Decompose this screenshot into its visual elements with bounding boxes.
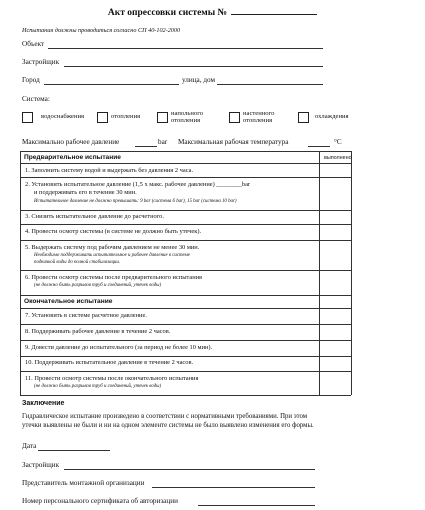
- table-row-5-note2: подкачкой воды до полной стабилизации.: [34, 260, 121, 265]
- option-cooling-label: охлаждения: [315, 113, 349, 120]
- title-text: Акт опрессовки системы №: [107, 8, 228, 18]
- table-row-2-line2: и поддерживать его в течение 30 мин.: [34, 189, 137, 196]
- date-input-line[interactable]: [38, 450, 110, 451]
- table-row-2-note: Испытательное давление не должно превышать: 9 bar (система 6 bar), 15 bar (система 10 bar): [34, 199, 237, 204]
- table-row-1: 1. Заполнить систему водой и выдержать без давления 2 часа.: [25, 167, 194, 174]
- signature-builder-line[interactable]: [64, 469, 315, 470]
- final-test-heading: Окончательное испытание: [24, 298, 113, 305]
- conclusion-heading: Заключение: [22, 400, 65, 407]
- object-input-line[interactable]: [48, 48, 323, 49]
- table-row-11: 11. Провести осмотр системы после окончательного испытания: [25, 375, 199, 382]
- checkbox-wall-heating[interactable]: [229, 112, 240, 123]
- certificate-label: Номер персонального сертификата об авторизации: [22, 497, 178, 505]
- street-label: улица, дом: [182, 76, 216, 84]
- document-title: [0, 6, 425, 18]
- object-label: Объект: [22, 40, 45, 48]
- conclusion-line-2: утечки выявлены не были и ни на одном элементе системы не было выявлено изменения его формы.: [22, 422, 314, 429]
- builder-input-line[interactable]: [64, 66, 323, 67]
- conclusion-line-1: Гидравлическое испытание произведено в соответствии с нормативными требованиями. При этом: [22, 413, 308, 420]
- city-input-line[interactable]: [44, 84, 179, 85]
- table-row-9: 9. Довести давление до испытательного (за период не более 10 мин).: [25, 344, 213, 351]
- table-row-6-note: (не должно быть разрывов труб и соединений, утечек воды): [34, 283, 162, 288]
- table-row-5: 5. Выдержать систему под рабочим давлением не менее 30 мин.: [25, 244, 200, 251]
- system-label: Система:: [22, 95, 50, 103]
- pre-test-heading: Предварительное испытание: [24, 154, 121, 161]
- checkbox-floor-heating[interactable]: [157, 112, 168, 123]
- date-label: Дата: [22, 442, 37, 450]
- certificate-input-line[interactable]: [198, 505, 315, 506]
- option-water-supply-label: водоснабжения: [41, 113, 85, 120]
- table-row-7: 7. Установить в системе расчетное давление.: [25, 312, 147, 319]
- max-pressure-input-line[interactable]: [135, 146, 157, 147]
- act-number-line[interactable]: [231, 6, 317, 15]
- installer-input-line[interactable]: [152, 487, 315, 488]
- table-row-5-note: Необходимо поддерживать испытательное и рабочее давление в системе: [34, 253, 190, 258]
- done-column-header: выполнено: [324, 155, 352, 161]
- city-label: Город: [22, 76, 40, 84]
- max-temp-input-line[interactable]: [308, 146, 330, 147]
- checkbox-cooling[interactable]: [298, 112, 309, 123]
- max-temp-label: Максимальная рабочая температура: [178, 138, 289, 146]
- street-input-line[interactable]: [217, 84, 323, 85]
- table-row-3: 3. Снизить испытательное давление до расчетного.: [25, 213, 164, 220]
- table-row-4: 4. Провести осмотр системы (в системе не должно быть утечек).: [25, 228, 202, 235]
- signature-builder-label: Застройщик: [22, 461, 60, 469]
- temp-unit: °C: [334, 138, 342, 146]
- builder-label: Застройщик: [22, 58, 60, 66]
- option-floor-heating-label: напольного отопления: [171, 110, 204, 125]
- option-wall-heating-label: настенного отопления: [243, 110, 275, 125]
- table-row-6: 6. Провести осмотр системы после предварительного испытания: [25, 274, 202, 281]
- option-heating-label: отопления: [111, 113, 141, 120]
- table-row-11-note: (не должно быть разрывов труб и соединений, утечек воды): [34, 384, 162, 389]
- table-row-2: 2. Установить испытательное давление (1,5 х макс. рабочее давление) ________bar: [25, 181, 251, 188]
- checkbox-water-supply[interactable]: [22, 112, 33, 123]
- table-row-8: 8. Поддерживать рабочее давление в течение 2 часов.: [25, 328, 171, 335]
- pressure-unit: bar: [158, 138, 168, 146]
- max-pressure-label: Максимально рабочее давление: [22, 138, 120, 146]
- table-row-10: 10. Поддерживать испытательное давление в течение 2 часов.: [25, 359, 194, 366]
- subtitle-note: Испытания должны проводиться согласно СП 40-102-2000: [22, 27, 181, 34]
- installer-label: Представитель монтажной организации: [22, 479, 145, 487]
- checkbox-heating[interactable]: [97, 112, 108, 123]
